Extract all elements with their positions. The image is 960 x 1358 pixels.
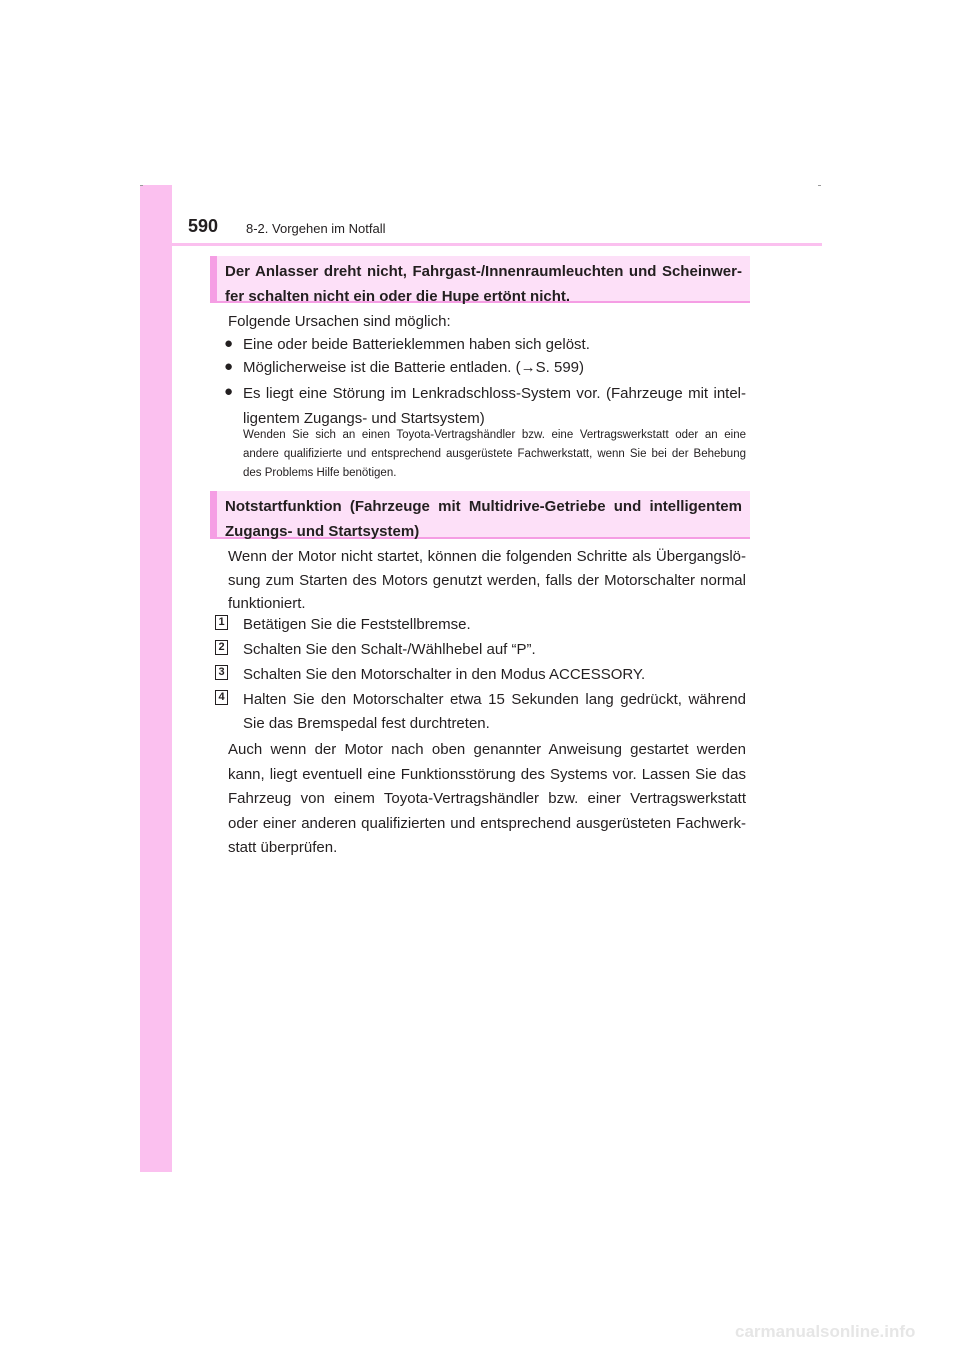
section-heading-line1: Der Anlasser dreht nicht, Fahrgast-/Innenraumleuchten und Scheinwer- <box>225 263 742 280</box>
step-number-badge: 2 <box>215 640 228 655</box>
chapter-title: 8-2. Vorgehen im Notfall <box>246 221 386 236</box>
step-number-badge: 3 <box>215 665 228 680</box>
bullet-item: Möglicherweise ist die Batterie entladen. (→S. 599) <box>243 359 585 376</box>
bullet-icon: ● <box>224 358 234 375</box>
section-heading-emergency-start <box>210 491 750 539</box>
header-rule <box>140 243 822 246</box>
bullet-item: Eine oder beide Batterieklemmen haben sich gelöst. <box>243 336 590 353</box>
site-watermark: carmanualsonline.info <box>735 1322 916 1341</box>
chapter-sidebar-tab <box>140 185 172 1172</box>
crop-mark-right <box>818 185 821 186</box>
step-number-badge: 1 <box>215 615 228 630</box>
step-text: Betätigen Sie die Feststellbremse. <box>243 616 471 633</box>
section-heading-line2: Zugangs- und Startsystem) <box>225 523 420 540</box>
step-text: Halten Sie den Motorschalter etwa 15 Sekunden lang gedrückt, während Sie das Bremspedal fest durchtreten. <box>243 691 746 732</box>
section-heading-line2: fer schalten nicht ein oder die Hupe ertönt nicht. <box>225 288 571 305</box>
section-heading-line1: Notstartfunktion (Fahrzeuge mit Multidrive-Getriebe und intelligentem <box>225 498 742 515</box>
step-text: Schalten Sie den Motorschalter in den Modus ACCESSORY. <box>243 666 646 683</box>
step-text: Schalten Sie den Schalt-/Wählhebel auf “P”. <box>243 641 536 658</box>
section-intro-text: Wenn der Motor nicht startet, können die folgenden Schritte als Übergangslö-sung zum Starten des Motors genutzt werden, falls der Motorschalter normal funktioniert. <box>228 548 746 612</box>
intro-text: Folgende Ursachen sind möglich: <box>228 313 451 330</box>
closing-text: Auch wenn der Motor nach oben genannter Anweisung gestartet werden kann, liegt eventuell eine Funktionsstörung des Systems vor. Lassen Sie das Fahrzeug von einem Toyota-Vertragshändler bzw. einer Vertragswerkstatt oder einer anderen qualifizierten und entsprechend ausgerüsteten Fachwerk-statt überprüfen. <box>228 741 746 856</box>
bullet-icon: ● <box>224 335 234 352</box>
section-heading-starter-issue <box>210 256 750 303</box>
crop-mark-left <box>140 185 143 186</box>
bullet-icon: ● <box>224 383 234 400</box>
bullet-item: Es liegt eine Störung im Lenkradschloss-System vor. (Fahrzeuge mit intel-ligentem Zugangs- und Startsystem) <box>243 385 746 427</box>
page-number: 590 <box>188 216 219 236</box>
step-number-badge: 4 <box>215 690 228 705</box>
note-text: Wenden Sie sich an einen Toyota-Vertragshändler bzw. eine Vertragswerkstatt oder an eine andere qualifizierte und entsprechend ausgerüstete Fachwerkstatt, wenn Sie bei der Behebung des Problems Hilfe benötigen. <box>243 429 746 479</box>
